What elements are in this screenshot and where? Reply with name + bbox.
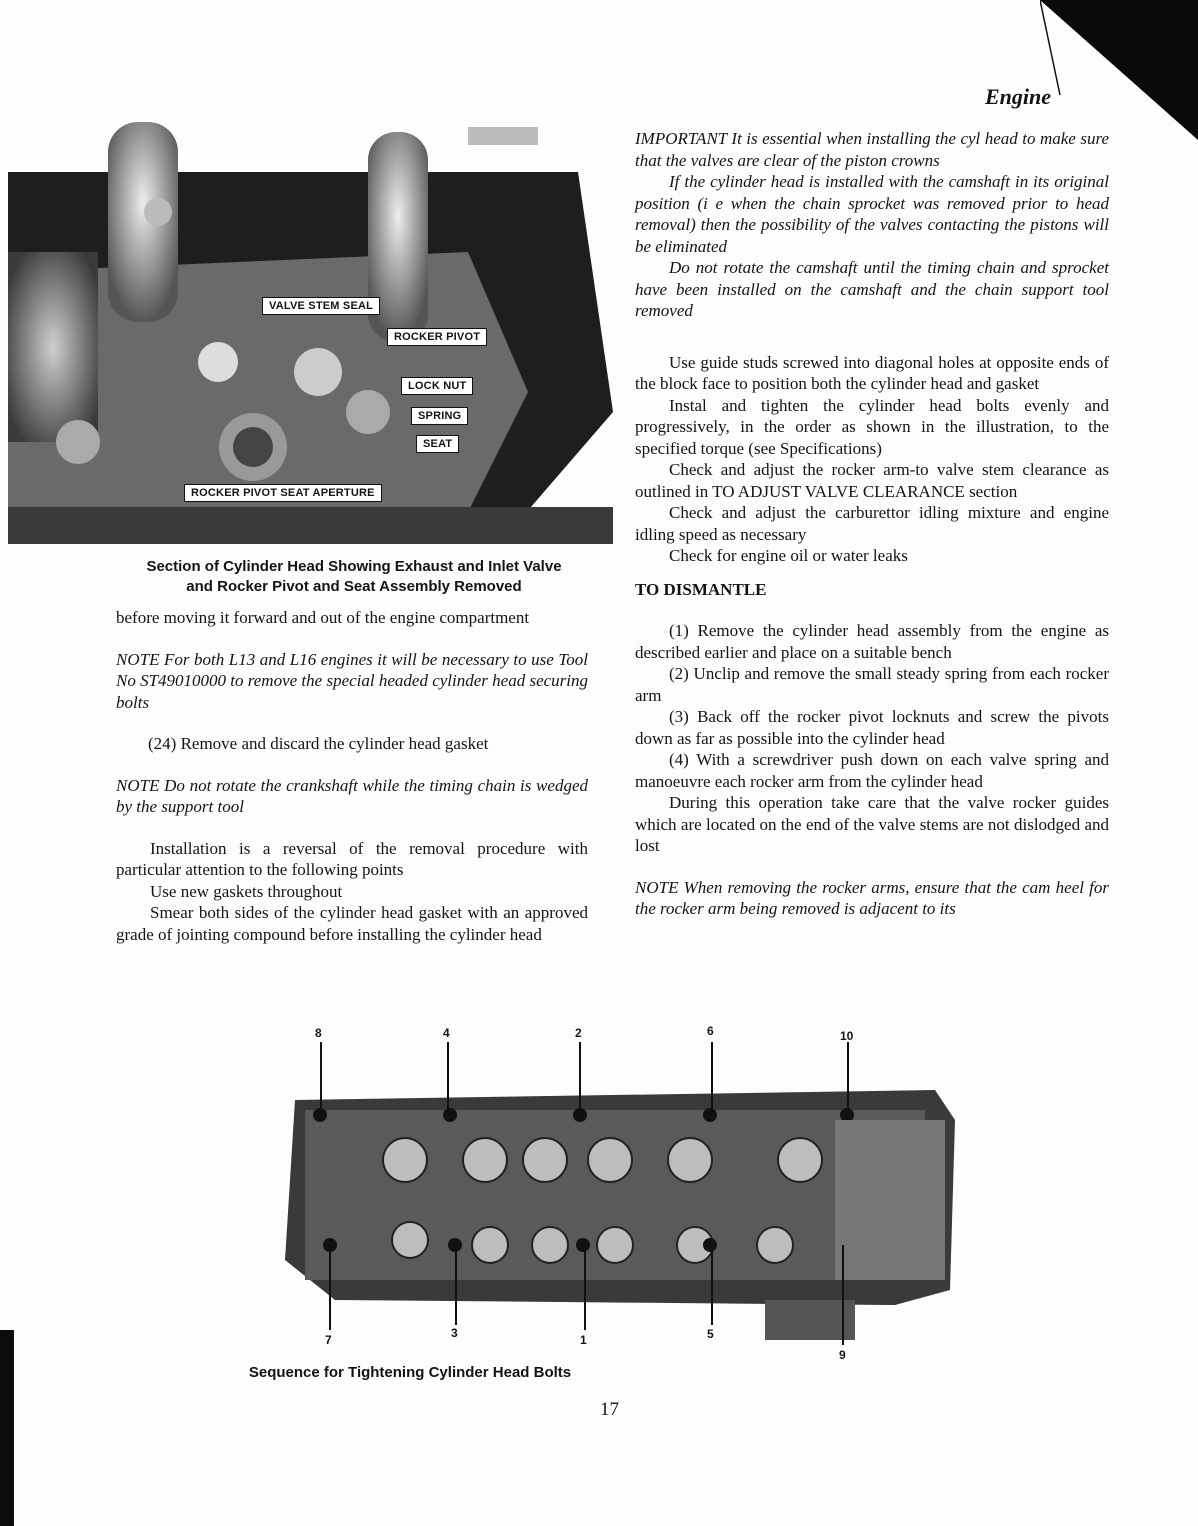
install-guide-studs: Use guide studs screwed into diagonal holes at opposite ends of the block face to position both the cylinder head and gasket <box>635 352 1109 393</box>
figure2-caption: Sequence for Tightening Cylinder Head Bolts <box>248 1364 572 1381</box>
label-lock-nut: LOCK NUT <box>401 377 473 395</box>
dismantle-step-1: (1) Remove the cylinder head assembly from the engine as described earlier and place on a suitable bench <box>635 621 1109 662</box>
install-check-leaks: Check for engine oil or water leaks <box>669 546 908 565</box>
label-rocker-pivot-seat-aperture: ROCKER PIVOT SEAT APERTURE <box>184 484 382 502</box>
important-camshaft-position: If the cylinder head is installed with the camshaft in its original position (i e when the chain sprocket was removed prior to head removal) then the possibility of the valves contacting the pistons will be eliminated <box>635 172 1109 256</box>
install-valve-clearance: Check and adjust the rocker arm-to valve stem clearance as outlined in TO ADJUST VALVE CLEARANCE section <box>635 460 1109 501</box>
bolt-number-8: 8 <box>315 1026 322 1040</box>
bolt-number-9: 9 <box>839 1348 846 1362</box>
dismantle-caution: During this operation take care that the valve rocker guides which are located on the end of the valve stems are not dislodged and lost <box>635 793 1109 855</box>
step-24: (24) Remove and discard the cylinder head gasket <box>148 734 489 753</box>
bolt-number-4: 4 <box>443 1026 450 1040</box>
installation-jointing-compound: Smear both sides of the cylinder head gasket with an approved grade of jointing compound before installing the cylinder head <box>116 903 588 944</box>
note-rocker-arms: NOTE When removing the rocker arms, ensure that the cam heel for the rocker arm being removed is adjacent to its <box>635 877 1109 918</box>
bolt-number-3: 3 <box>451 1326 458 1340</box>
important-timing-chain: Do not rotate the camshaft until the timing chain and sprocket have been installed on the camshaft and the chain support tool removed <box>635 258 1109 320</box>
label-valve-stem-seal: VALVE STEM SEAL <box>262 297 380 315</box>
bolt-number-5: 5 <box>707 1327 714 1341</box>
label-rocker-pivot: ROCKER PIVOT <box>387 328 487 346</box>
section-heading-dismantle: TO DISMANTLE <box>635 579 767 599</box>
label-spring: SPRING <box>411 407 468 425</box>
bolt-number-1: 1 <box>580 1333 587 1347</box>
running-header: Engine <box>985 84 1052 109</box>
important-note: IMPORTANT It is essential when installing the cyl head to make sure that the valves are clear of the piston crowns <box>635 129 1109 170</box>
bolt-number-6: 6 <box>707 1024 714 1038</box>
note-crankshaft: NOTE Do not rotate the crankshaft while the timing chain is wedged by the support tool <box>116 775 588 816</box>
figure1-caption-line2: and Rocker Pivot and Seat Assembly Removed <box>186 578 522 595</box>
install-tighten-bolts: Instal and tighten the cylinder head bolts evenly and progressively, in the order as shown in the illustration, to the specified torque (see Specifications) <box>635 395 1109 458</box>
install-carburettor: Check and adjust the carburettor idling mixture and engine idling speed as necessary <box>635 503 1109 544</box>
note-special-tool: NOTE For both L13 and L16 engines it will be necessary to use Tool No ST49010000 to remove the special headed cylinder head securing bolts <box>116 649 588 712</box>
label-seat: SEAT <box>416 435 459 453</box>
page-number: 17 <box>600 1399 619 1420</box>
bolt-number-7: 7 <box>325 1333 332 1347</box>
dismantle-step-3: (3) Back off the rocker pivot locknuts and screw the pivots down as far as possible into the cylinder head <box>635 707 1109 748</box>
installation-gaskets: Use new gaskets throughout <box>150 881 343 901</box>
figure1-caption-line1: Section of Cylinder Head Showing Exhaust and Inlet Valve <box>146 558 562 575</box>
left-paragraph-continued: before moving it forward and out of the engine compartment <box>116 608 530 627</box>
dismantle-step-4: (4) With a screwdriver push down on each valve spring and manoeuvre each rocker arm from the cylinder head <box>635 750 1109 791</box>
bolt-number-10: 10 <box>840 1029 854 1043</box>
dismantle-step-2: (2) Unclip and remove the small steady spring from each rocker arm <box>635 664 1109 705</box>
installation-intro: Installation is a reversal of the removal procedure with particular attention to the following points <box>116 838 588 879</box>
bolt-number-2: 2 <box>575 1026 582 1040</box>
